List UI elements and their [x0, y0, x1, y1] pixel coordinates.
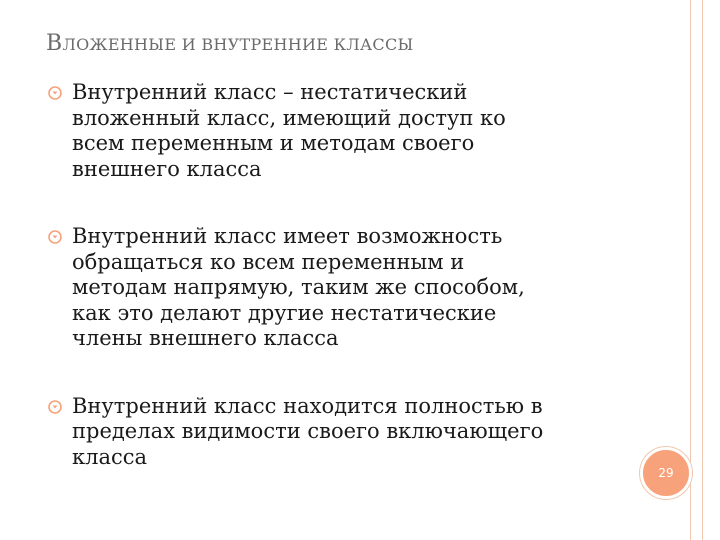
decorative-line-right: [702, 0, 703, 540]
bullet-item: [46, 394, 646, 471]
slide-title: [46, 31, 414, 56]
decorative-line-left: [690, 0, 691, 540]
bullet-item: [46, 80, 646, 182]
bullet-line: внешнего класса: [72, 156, 262, 181]
bullet-line: члены внешнего класса: [72, 326, 339, 350]
bullet-item: [46, 224, 646, 352]
bullet-line: Внутренний класс имеет возможность: [72, 224, 503, 248]
slide-title-rest: ЛОЖЕННЫЕ И ВНУТРЕННИЕ КЛАССЫ: [62, 35, 414, 54]
bullet-line: Внутренний класс находится полностью в: [72, 393, 543, 418]
bullet-line: методам напрямую, таким же способом,: [72, 275, 525, 299]
page-number-badge: [640, 447, 692, 499]
arrow-bullet-icon: [48, 400, 62, 414]
bullet-line: всем переменным и методам своего: [72, 131, 475, 155]
page-number: 29: [658, 466, 674, 480]
slide-title-initial: В: [46, 31, 63, 56]
bullet-line: класса: [72, 444, 148, 469]
bullet-line: обращаться ко всем переменным и: [72, 249, 465, 274]
bullet-line: пределах видимости своего включающего: [72, 419, 544, 443]
bullet-line: Внутренний класс – нестатический: [72, 80, 468, 104]
bullet-list: [46, 80, 646, 512]
arrow-bullet-icon: [48, 86, 62, 100]
bullet-line: вложенный класс, имеющий доступ ко: [72, 105, 506, 130]
bullet-line: как это делают другие нестатические: [72, 300, 497, 325]
arrow-bullet-icon: [48, 230, 62, 244]
